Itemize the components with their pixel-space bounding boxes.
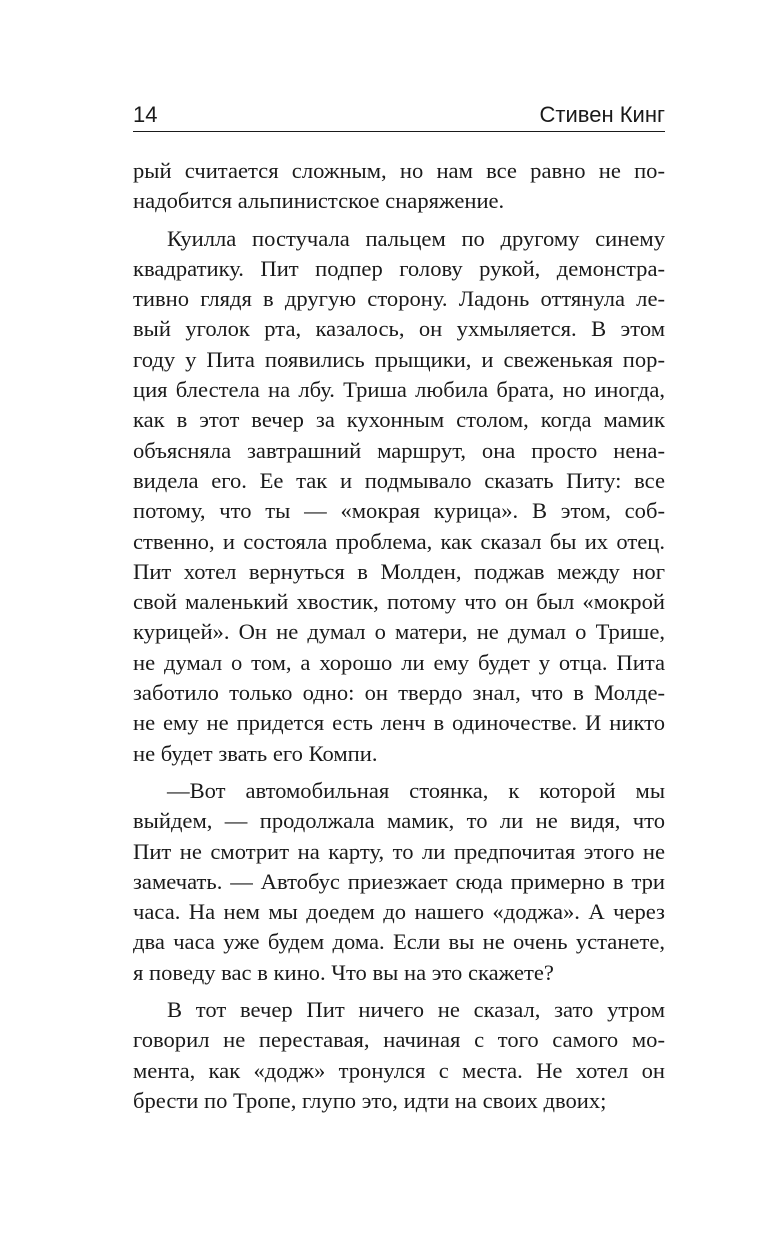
paragraph-spacing [133, 217, 665, 224]
text-line: как в этот вечер за кухонным столом, когда мамик [133, 407, 665, 433]
text-line: видела его. Ее так и подмывало сказать Питу: все [133, 467, 665, 493]
text-line: не будет звать его Компи. [133, 740, 378, 766]
text-line: вый уголок рта, казалось, он ухмыляется. В этом [133, 316, 665, 342]
text-line: выйдем, — продолжала мамик, то ли не видя, что [133, 808, 665, 834]
text-line: Пит хотел вернуться в Молден, поджав между ног [133, 558, 665, 584]
paragraph [133, 224, 665, 769]
text-line: два часа уже будем дома. Если вы не очень устанете, [133, 929, 665, 955]
text-line: брести по Тропе, глупо это, идти на своих двоих; [133, 1087, 607, 1113]
text-line: —Вот автомобильная стоянка, к которой мы [167, 777, 665, 803]
paragraph [133, 995, 665, 1116]
book-page [133, 0, 665, 1241]
book-author: Стивен Кинг [539, 102, 665, 127]
paragraph [133, 776, 665, 988]
text-line: часа. На нем мы доедем до нашего «доджа». А через [133, 899, 665, 925]
text-line: В тот вечер Пит ничего не сказал, зато утром [167, 997, 665, 1023]
text-line: надобится альпинистское снаряжение. [133, 188, 505, 214]
text-line: ция блестела на лбу. Триша любила брата, но иногда, [133, 377, 665, 403]
text-line: курицей». Он не думал о матери, не думал о Трише, [133, 619, 665, 645]
text-line: Куилла постучала пальцем по другому синему [167, 225, 665, 251]
text-line: заботило только одно: он твердо знал, что в Молде- [133, 680, 665, 706]
text-line: не ему не придется есть ленч в одиночестве. И никто [133, 710, 665, 736]
text-line: квадратику. Пит подпер голову рукой, демонстра- [133, 255, 665, 281]
text-line: мента, как «додж» тронулся с места. Не хотел он [133, 1057, 665, 1083]
page-number: 14 [133, 102, 158, 127]
paragraph [133, 156, 665, 217]
text-line: рый считается сложным, но нам все равно не по- [133, 158, 665, 183]
running-header [133, 101, 665, 132]
text-line: году у Пита появились прыщики, и свеженькая пор- [133, 346, 665, 372]
text-line: я поведу вас в кино. Что вы на это скажете? [133, 959, 554, 985]
paragraph-spacing [133, 769, 665, 776]
text-line: тивно глядя в другую сторону. Ладонь оттянула ле- [133, 286, 665, 312]
text-line: говорил не переставая, начиная с того самого мо- [133, 1027, 665, 1053]
text-line: замечать. — Автобус приезжает сюда примерно в три [133, 868, 665, 894]
paragraph-spacing [133, 988, 665, 995]
text-line: не думал о том, а хорошо ли ему будет у отца. Пита [133, 649, 665, 675]
text-line: свой маленький хвостик, потому что он был «мокрой [133, 589, 665, 615]
text-line: Пит не смотрит на карту, то ли предпочитая этого не [133, 838, 665, 864]
text-line: объясняла завтрашний маршрут, она просто нена- [133, 437, 665, 463]
body-text [133, 156, 665, 1116]
text-line: ственно, и состояла проблема, как сказал бы их отец. [133, 528, 665, 554]
text-line: потому, что ты — «мокрая курица». В этом, соб- [133, 498, 665, 524]
